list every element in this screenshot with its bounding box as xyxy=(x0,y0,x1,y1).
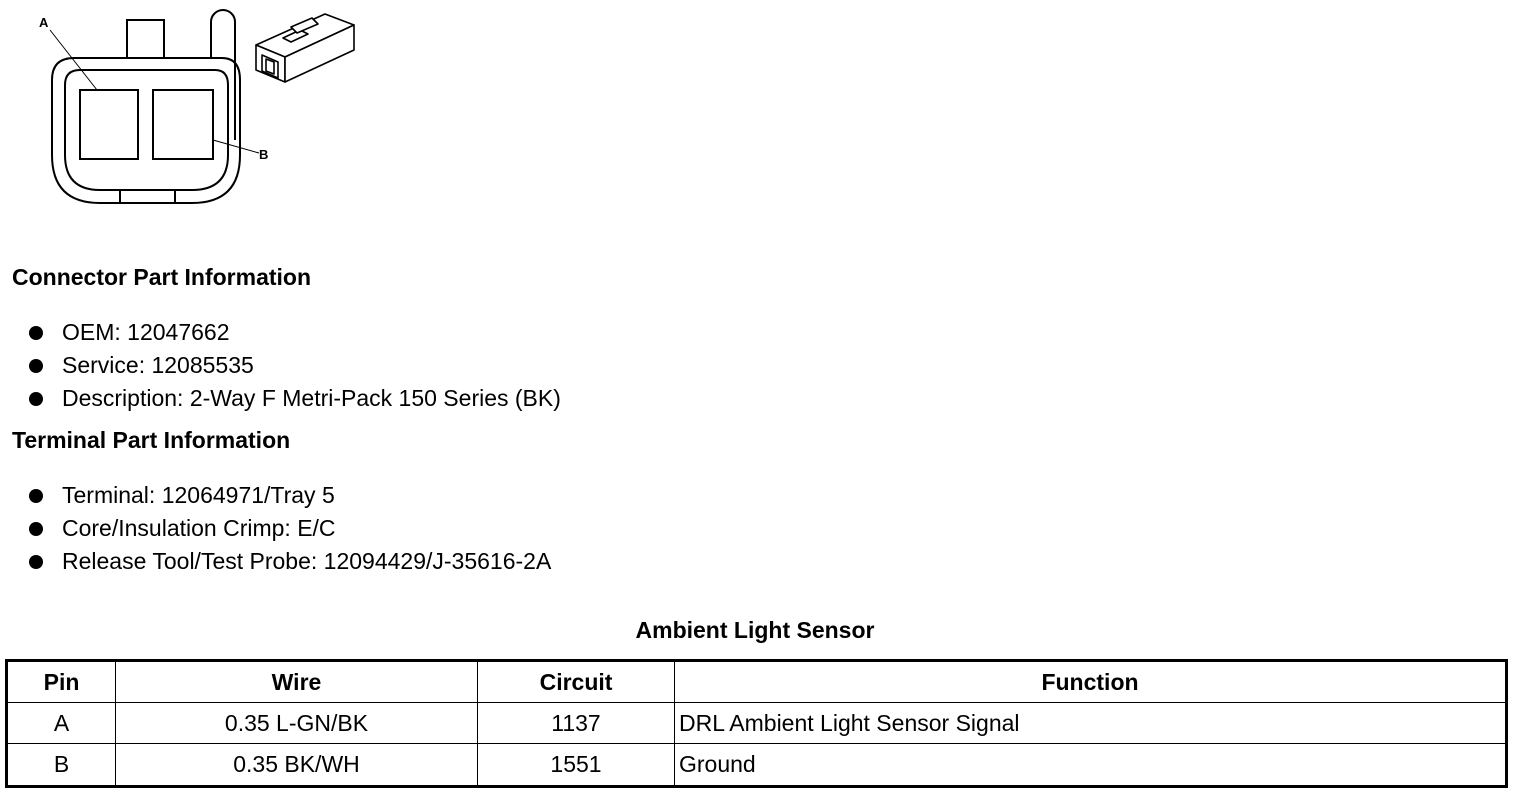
list-item: Description: 2-Way F Metri-Pack 150 Series (BK) xyxy=(28,382,561,415)
list-item: OEM: 12047662 xyxy=(28,316,561,349)
pinout-table-title: Ambient Light Sensor xyxy=(635,617,875,643)
bullet-icon xyxy=(29,522,43,536)
connector-info-heading: Connector Part Information xyxy=(12,264,312,290)
table-row xyxy=(7,703,1507,744)
leader-line-b xyxy=(213,140,259,153)
pinout-table xyxy=(5,659,1508,788)
list-item: Service: 12085535 xyxy=(28,349,561,382)
table-header-row xyxy=(7,661,1507,703)
bullet-icon xyxy=(29,392,43,406)
circuit-cell: 1551 xyxy=(478,744,675,787)
function-cell: DRL Ambient Light Sensor Signal xyxy=(675,703,1507,744)
column-header-circuit: Circuit xyxy=(478,661,675,703)
leader-line-a xyxy=(50,30,97,90)
connector-diagram xyxy=(0,0,380,215)
table-row xyxy=(7,744,1507,787)
bullet-icon xyxy=(29,326,43,340)
terminal-info-heading: Terminal Part Information xyxy=(12,427,291,453)
wire-cell: 0.35 L-GN/BK xyxy=(116,703,478,744)
list-item: Core/Insulation Crimp: E/C xyxy=(28,512,551,545)
pin-cavity-a xyxy=(80,90,138,159)
circuit-cell: 1137 xyxy=(478,703,675,744)
connector-lock-finger xyxy=(211,10,235,140)
terminal-info-list xyxy=(28,479,551,578)
pin-a-callout: A xyxy=(39,15,49,30)
pin-cell: B xyxy=(7,744,116,787)
column-header-function: Function xyxy=(675,661,1507,703)
column-header-pin: Pin xyxy=(7,661,116,703)
function-cell: Ground xyxy=(675,744,1507,787)
bullet-icon xyxy=(29,359,43,373)
pin-cell: A xyxy=(7,703,116,744)
connector-info-list xyxy=(28,316,561,415)
connector-isometric-view xyxy=(256,14,354,82)
connector-housing-inner xyxy=(65,70,228,190)
column-header-wire: Wire xyxy=(116,661,478,703)
list-item: Release Tool/Test Probe: 12094429/J-35616-2A xyxy=(28,545,551,578)
connector-latch-tab xyxy=(127,20,164,58)
list-item: Terminal: 12064971/Tray 5 xyxy=(28,479,551,512)
bullet-icon xyxy=(29,555,43,569)
pin-b-callout: B xyxy=(259,147,269,162)
bullet-icon xyxy=(29,489,43,503)
pin-cavity-b xyxy=(153,90,213,159)
wire-cell: 0.35 BK/WH xyxy=(116,744,478,787)
